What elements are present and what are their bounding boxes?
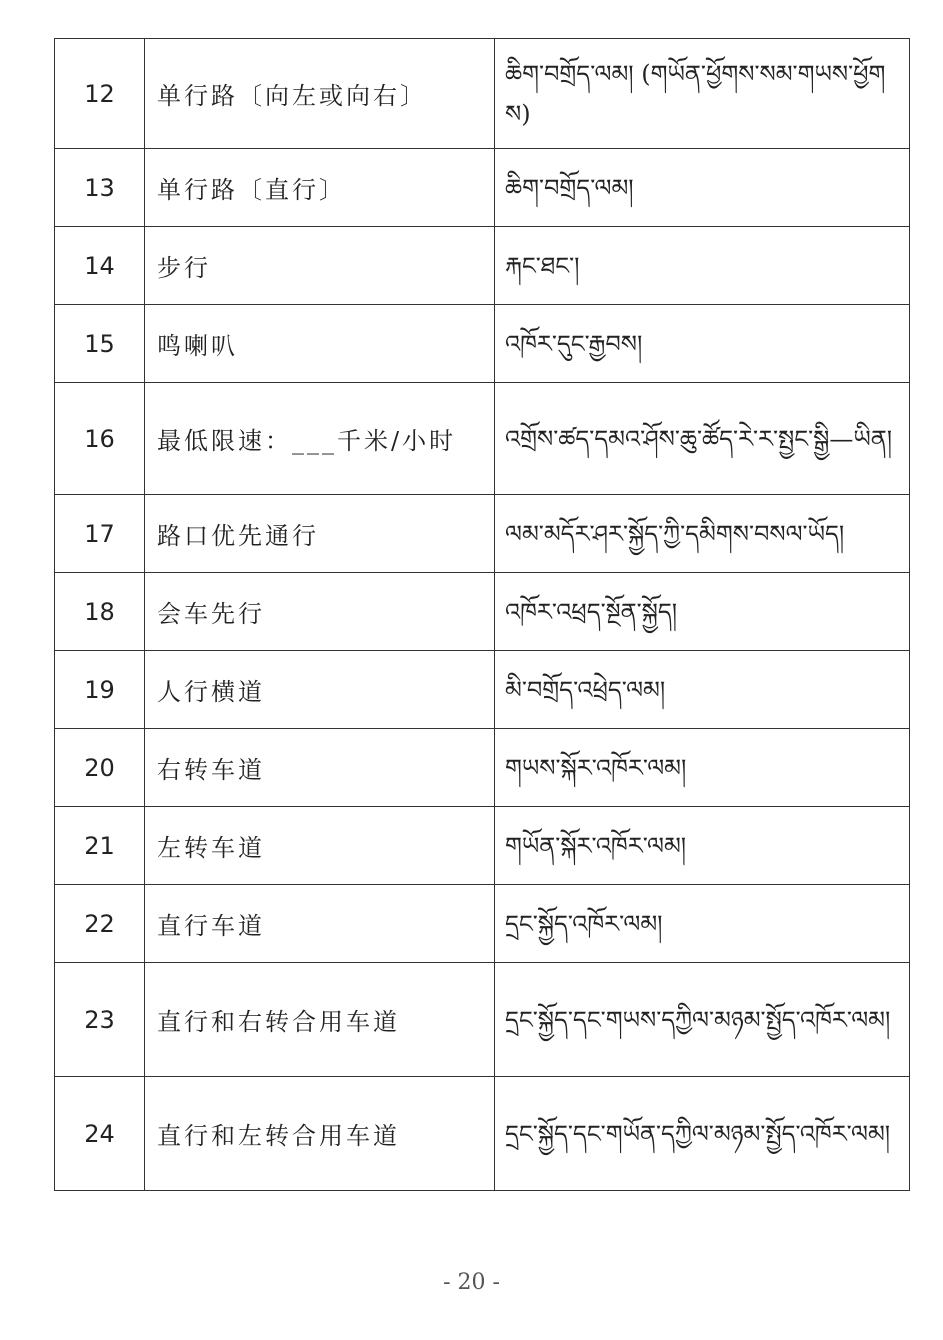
- tibetan-term: དྲང་སྐྱོད་འཁོར་ལམ།: [495, 885, 910, 963]
- table-row: [55, 885, 910, 963]
- table-row: [55, 149, 910, 227]
- tibetan-term: ཆིག་བགྲོད་ལམ།: [495, 149, 910, 227]
- tibetan-term: རྐང་ཐང་།: [495, 227, 910, 305]
- tibetan-term: དྲང་སྐྱོད་དང་གཡོན་དཀྱིལ་མཉམ་སྤྱོད་འཁོར་ལམ།: [495, 1077, 910, 1191]
- tibetan-term: དྲང་སྐྱོད་དང་གཡས་དཀྱིལ་མཉམ་སྤྱོད་འཁོར་ལམ།: [495, 963, 910, 1077]
- row-number: 18: [55, 573, 145, 651]
- row-number: 15: [55, 305, 145, 383]
- table-row: [55, 383, 910, 495]
- table-row: [55, 495, 910, 573]
- row-number: 19: [55, 651, 145, 729]
- row-number: 22: [55, 885, 145, 963]
- row-number: 17: [55, 495, 145, 573]
- chinese-term: 步行: [145, 227, 495, 305]
- tibetan-term: འགྲོས་ཚད་དམའ་ཤོས་ཆུ་ཚོད་རེ་ར་སྤྱང་སྒྱི—ཡིན།: [495, 383, 910, 495]
- table-row: [55, 963, 910, 1077]
- chinese-term: 人行横道: [145, 651, 495, 729]
- tibetan-term: ཆིག་བགྲོད་ལམ། (གཡོན་ཕྱོགས་སམ་གཡས་ཕྱོགས): [495, 39, 910, 149]
- chinese-term: 右转车道: [145, 729, 495, 807]
- chinese-term: 鸣喇叭: [145, 305, 495, 383]
- row-number: 23: [55, 963, 145, 1077]
- chinese-term: 直行和右转合用车道: [145, 963, 495, 1077]
- row-number: 24: [55, 1077, 145, 1191]
- table-row: [55, 573, 910, 651]
- page-number: - 20 -: [443, 1270, 500, 1295]
- table-row: [55, 651, 910, 729]
- chinese-term: 左转车道: [145, 807, 495, 885]
- sign-translation-table: [54, 38, 910, 1191]
- chinese-term: 单行路〔直行〕: [145, 149, 495, 227]
- chinese-term: 最低限速：___千米/小时: [145, 383, 495, 495]
- row-number: 20: [55, 729, 145, 807]
- row-number: 16: [55, 383, 145, 495]
- table-body: [55, 39, 910, 1191]
- chinese-term: 路口优先通行: [145, 495, 495, 573]
- tibetan-term: མི་བགྲོད་འཕྲེད་ལམ།: [495, 651, 910, 729]
- tibetan-term: འཁོར་དུང་རྒྱབས།: [495, 305, 910, 383]
- row-number: 21: [55, 807, 145, 885]
- table-row: [55, 807, 910, 885]
- row-number: 13: [55, 149, 145, 227]
- chinese-term: 直行车道: [145, 885, 495, 963]
- tibetan-term: གཡས་སྐོར་འཁོར་ལམ།: [495, 729, 910, 807]
- chinese-term: 直行和左转合用车道: [145, 1077, 495, 1191]
- chinese-term: 会车先行: [145, 573, 495, 651]
- table-row: [55, 227, 910, 305]
- chinese-term: 单行路〔向左或向右〕: [145, 39, 495, 149]
- table-row: [55, 1077, 910, 1191]
- table-row: [55, 305, 910, 383]
- tibetan-term: ལམ་མདོར་ཤར་སྐྱོད་ཀྱི་དམིགས་བསལ་ཡོད།: [495, 495, 910, 573]
- row-number: 12: [55, 39, 145, 149]
- table-row: [55, 39, 910, 149]
- tibetan-term: གཡོན་སྐོར་འཁོར་ལམ།: [495, 807, 910, 885]
- table-row: [55, 729, 910, 807]
- tibetan-term: འཁོར་འཕྲད་སྔོན་སྐྱོད།: [495, 573, 910, 651]
- row-number: 14: [55, 227, 145, 305]
